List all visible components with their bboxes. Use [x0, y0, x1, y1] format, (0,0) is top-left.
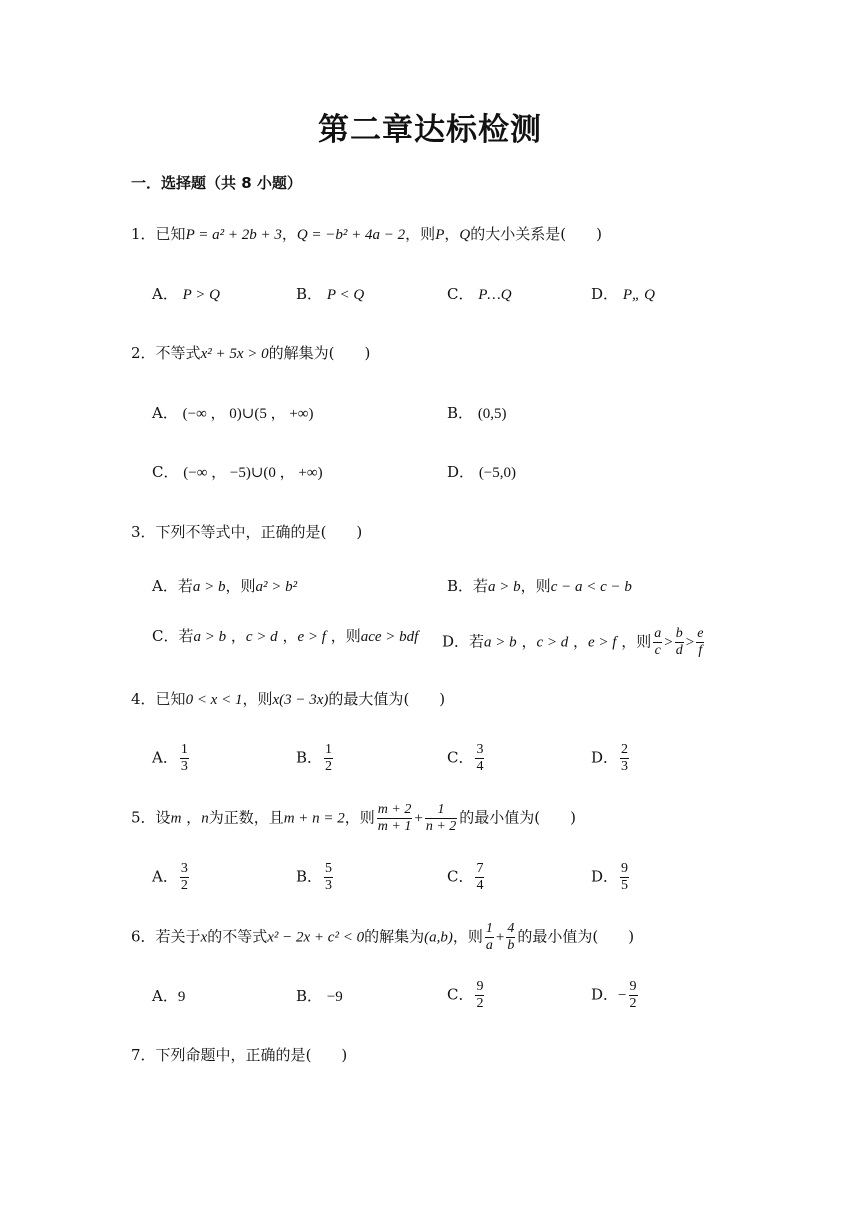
fraction	[620, 742, 629, 775]
math-operator: +	[414, 810, 423, 827]
punctuation: ，	[277, 627, 298, 645]
option-value: (0,5)	[477, 406, 507, 422]
option-value: P < Q	[326, 287, 365, 303]
fraction	[475, 861, 484, 894]
numerator: 3	[476, 742, 484, 757]
question-text: 不等式	[155, 344, 201, 362]
question-number: 3．	[131, 523, 156, 541]
question-number: 5．	[131, 808, 156, 827]
question-1	[131, 224, 602, 245]
option-label: A．	[152, 577, 178, 595]
option-value: (−5,0)	[478, 465, 517, 481]
fraction	[653, 626, 662, 659]
q2-option-a	[152, 403, 313, 424]
numerator: e	[697, 626, 704, 641]
math-expression: a > b	[488, 579, 521, 595]
denominator: f	[698, 643, 703, 658]
option-label: C．	[447, 748, 474, 767]
numerator: 3	[180, 861, 188, 876]
option-label: D．	[591, 867, 619, 886]
option-label: A．	[152, 285, 178, 303]
question-text: ，则	[242, 690, 273, 708]
option-value: (−∞ ， −5)∪(0 ， +∞)	[183, 465, 323, 481]
math-expression: (a,b)	[424, 929, 453, 946]
q6-option-a	[152, 986, 185, 1007]
punctuation: ，	[444, 225, 460, 243]
option-text: ，则	[520, 577, 551, 595]
answer-blank: ( )	[534, 808, 577, 827]
q5-option-d	[591, 861, 631, 894]
q3-option-a	[152, 576, 297, 597]
q5-option-b	[296, 861, 335, 894]
math-expression: a > b	[484, 634, 517, 651]
question-4	[131, 689, 445, 710]
q1-option-b	[296, 284, 364, 305]
math-operator: >	[664, 634, 673, 651]
numerator: 4	[507, 921, 515, 936]
option-text: 若	[177, 577, 193, 595]
q6-option-c	[447, 979, 486, 1012]
question-text: 设	[155, 808, 171, 827]
math-expression: m + n = 2	[283, 810, 345, 827]
q4-option-b	[296, 742, 335, 775]
numerator: 1	[325, 742, 333, 757]
question-text: ，则	[405, 225, 436, 243]
q4-option-c	[447, 742, 486, 775]
math-expression: a > b	[192, 579, 226, 595]
option-value: P…Q	[478, 287, 512, 303]
question-text: 下列命题中，正确的是	[155, 1046, 306, 1064]
option-value: 9	[177, 989, 186, 1005]
question-5	[131, 802, 576, 835]
answer-blank: ( )	[560, 225, 602, 243]
denominator: a	[485, 938, 493, 953]
denominator: d	[675, 643, 683, 658]
question-text: 的解集为	[268, 344, 329, 362]
question-2	[131, 343, 370, 364]
q2-option-c	[152, 462, 323, 483]
question-text: ，则	[344, 808, 375, 827]
option-label: A．	[152, 867, 178, 886]
q3-option-c	[152, 626, 418, 647]
denominator: n + 2	[425, 819, 457, 834]
math-expression: a > b	[193, 629, 227, 645]
denominator: b	[507, 938, 515, 953]
option-text: ，则	[325, 627, 361, 645]
option-label: D．	[591, 748, 619, 767]
option-label: C．	[447, 985, 474, 1004]
numerator: 2	[621, 742, 629, 757]
denominator: m + 1	[377, 819, 412, 834]
numerator: 1	[425, 802, 457, 819]
denominator: 3	[180, 759, 188, 774]
math-variable: m	[170, 810, 182, 827]
q6-option-b	[296, 986, 343, 1007]
punctuation: ，	[516, 632, 537, 651]
math-variable: Q	[459, 227, 471, 243]
denominator: 2	[476, 996, 484, 1011]
math-expression: x(3 − 3x)	[272, 692, 329, 708]
option-label: B．	[447, 577, 474, 595]
math-expression: x² + 5x > 0	[200, 346, 269, 362]
option-label: B．	[296, 867, 323, 886]
question-text: 已知	[155, 690, 186, 708]
math-expression: e > f	[297, 629, 326, 645]
question-number: 6．	[131, 927, 156, 946]
numerator: 9	[476, 979, 484, 994]
question-6	[131, 921, 634, 954]
option-text: ，则	[225, 577, 256, 595]
option-value: P„ Q	[622, 287, 655, 303]
option-label: B．	[296, 987, 323, 1005]
numerator: a	[654, 626, 662, 641]
fraction	[180, 742, 189, 775]
q2-option-b	[447, 403, 507, 424]
q6-option-d	[591, 979, 640, 1012]
fraction	[620, 861, 629, 894]
math-expression: ace > bdf	[360, 629, 419, 645]
question-text: 的解集为	[364, 927, 425, 946]
numerator: 1	[180, 742, 188, 757]
fraction	[675, 626, 684, 659]
option-text: ，则	[616, 632, 652, 651]
option-label: C．	[447, 867, 474, 886]
numerator: 5	[325, 861, 333, 876]
question-text: 的最大值为	[328, 690, 404, 708]
question-text: 已知	[155, 225, 186, 243]
answer-blank: ( )	[403, 690, 446, 708]
option-value: (−∞ ， 0)∪(5 ， +∞)	[182, 406, 314, 422]
option-label: D．	[442, 632, 470, 651]
option-label: A．	[152, 748, 178, 767]
option-value: P > Q	[182, 287, 220, 303]
option-label: C．	[152, 463, 179, 481]
fraction	[485, 921, 494, 954]
question-text: 为正数，且	[208, 808, 284, 827]
denominator: 4	[476, 878, 484, 893]
option-label: D．	[591, 285, 619, 303]
denominator: 2	[629, 996, 637, 1011]
math-operator: +	[495, 929, 505, 946]
section-heading: 一．选择题（共 8 小题）	[131, 174, 302, 192]
q1-option-c	[447, 284, 512, 305]
fraction	[377, 802, 413, 835]
denominator: 2	[180, 878, 188, 893]
q5-option-c	[447, 861, 486, 894]
page-title: 第二章达标检测	[318, 112, 542, 148]
answer-blank: ( )	[320, 523, 363, 541]
q1-option-d	[591, 284, 655, 305]
math-expression: Q = −b² + 4a − 2	[296, 227, 406, 243]
denominator: 4	[476, 759, 484, 774]
denominator: 3	[325, 878, 333, 893]
option-label: C．	[152, 627, 179, 645]
question-text: 的大小关系是	[470, 225, 561, 243]
q3-option-d	[442, 626, 706, 659]
q1-option-a	[152, 284, 220, 305]
option-label: D．	[591, 985, 619, 1004]
q4-option-d	[591, 742, 631, 775]
question-text: 的不等式	[207, 927, 268, 946]
question-text: 的最小值为	[517, 927, 593, 946]
math-expression: a² > b²	[255, 579, 298, 595]
denominator: 5	[621, 878, 629, 893]
option-text: 若	[178, 627, 194, 645]
question-text: 下列不等式中，正确的是	[155, 523, 321, 541]
math-expression: x² − 2x + c² < 0	[267, 929, 365, 946]
fraction	[324, 742, 333, 775]
option-label: C．	[447, 285, 474, 303]
fraction	[506, 921, 515, 954]
question-text: ，则	[452, 927, 483, 946]
fraction	[180, 861, 189, 894]
numerator: 9	[629, 979, 637, 994]
punctuation: ，	[226, 627, 246, 645]
numerator: 7	[476, 861, 484, 876]
numerator: 9	[621, 861, 629, 876]
punctuation: ，	[568, 632, 589, 651]
question-number: 7．	[131, 1046, 156, 1064]
option-label: B．	[296, 748, 323, 767]
option-label: D．	[447, 463, 475, 481]
option-label: B．	[447, 404, 474, 422]
option-text: 若	[469, 632, 485, 651]
fraction	[629, 979, 638, 1012]
math-variable: P	[435, 227, 445, 243]
answer-blank: ( )	[328, 344, 371, 362]
math-variable: x	[200, 929, 208, 946]
q3-option-b	[447, 576, 632, 597]
math-operator: −	[618, 987, 627, 1004]
fraction	[475, 979, 484, 1012]
punctuation: ，	[281, 225, 297, 243]
math-expression: e > f	[588, 634, 617, 651]
option-value: −9	[326, 989, 343, 1005]
math-expression: c > d	[536, 634, 569, 651]
question-3	[131, 522, 362, 542]
q5-option-a	[152, 861, 191, 894]
math-expression: P = a² + 2b + 3	[185, 227, 282, 243]
punctuation: ，	[181, 808, 202, 827]
q2-option-d	[447, 462, 516, 483]
question-number: 4．	[131, 690, 156, 708]
denominator: 2	[325, 759, 333, 774]
fraction	[475, 742, 484, 775]
math-operator: >	[685, 634, 695, 651]
math-expression: c − a < c − b	[550, 579, 632, 595]
math-variable: n	[201, 810, 209, 827]
q4-option-a	[152, 742, 191, 775]
math-expression: c > d	[245, 629, 278, 645]
option-label: A．	[152, 404, 178, 422]
option-label: B．	[296, 285, 323, 303]
question-text: 若关于	[155, 927, 201, 946]
question-number: 2．	[131, 344, 156, 362]
denominator: c	[654, 643, 661, 658]
answer-blank: ( )	[305, 1046, 348, 1064]
answer-blank: ( )	[592, 927, 635, 946]
denominator: 3	[621, 759, 629, 774]
math-expression: 0 < x < 1	[185, 692, 243, 708]
option-text: 若	[473, 577, 489, 595]
fraction	[696, 626, 704, 659]
question-7	[131, 1045, 347, 1065]
numerator: m + 2	[377, 802, 412, 817]
numerator: 1	[485, 921, 493, 936]
option-label: A．	[152, 987, 178, 1005]
question-number: 1．	[131, 225, 156, 243]
fraction	[324, 861, 333, 894]
question-text: 的最小值为	[459, 808, 535, 827]
numerator: b	[675, 626, 683, 641]
fraction	[425, 802, 457, 835]
